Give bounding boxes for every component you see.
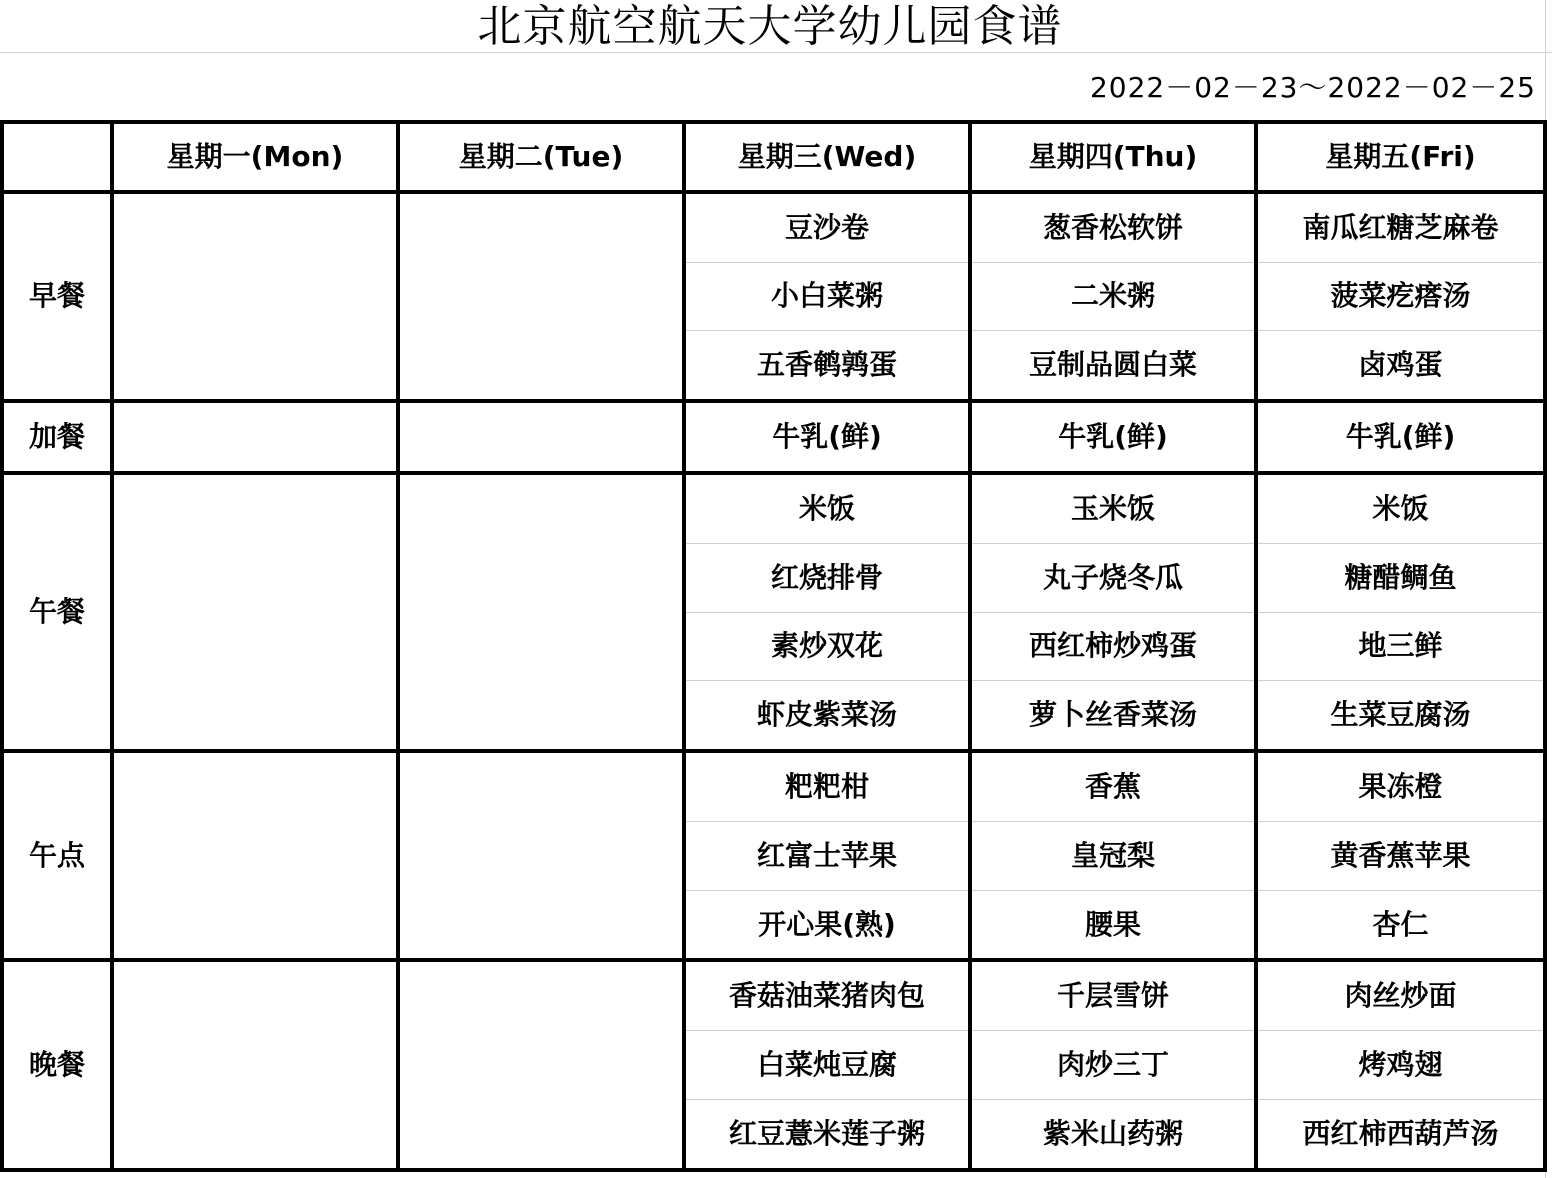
dish-cell-thu: 西红柿炒鸡蛋 [970, 612, 1256, 681]
header-row [2, 122, 1545, 192]
dish-cell-thu: 香蕉 [970, 751, 1256, 821]
meal-label-breakfast: 早餐 [2, 192, 112, 401]
day-header-fri: 星期五(Fri) [1256, 122, 1545, 192]
meal-label-dinner: 晚餐 [2, 960, 112, 1170]
empty-cell-tue [398, 473, 684, 751]
dish-cell-fri: 果冻橙 [1256, 751, 1545, 821]
dish-cell-fri: 地三鲜 [1256, 612, 1545, 681]
day-header-tue: 星期二(Tue) [398, 122, 684, 192]
dish-cell-fri: 糖醋鲷鱼 [1256, 543, 1545, 612]
dish-cell-wed: 红豆薏米莲子粥 [684, 1100, 970, 1170]
dish-cell-thu: 葱香松软饼 [970, 192, 1256, 262]
corner-cell [2, 122, 112, 192]
dish-cell-thu: 丸子烧冬瓜 [970, 543, 1256, 612]
dish-cell-wed: 小白菜粥 [684, 262, 970, 331]
dish-cell-wed: 红烧排骨 [684, 543, 970, 612]
dish-cell-wed: 五香鹌鹑蛋 [684, 331, 970, 401]
empty-cell-tue [398, 751, 684, 960]
dish-cell-fri: 牛乳(鲜) [1256, 401, 1545, 473]
dish-cell-wed: 素炒双花 [684, 612, 970, 681]
dish-cell-fri: 肉丝炒面 [1256, 960, 1545, 1030]
dish-cell-thu: 二米粥 [970, 262, 1256, 331]
dish-cell-fri: 黄香蕉苹果 [1256, 821, 1545, 890]
dish-cell-wed: 虾皮紫菜汤 [684, 681, 970, 751]
dish-cell-fri: 生菜豆腐汤 [1256, 681, 1545, 751]
table-row [2, 960, 1545, 1030]
dish-cell-fri: 南瓜红糖芝麻卷 [1256, 192, 1545, 262]
menu-table [0, 120, 1547, 1172]
dish-cell-wed: 米饭 [684, 473, 970, 543]
dish-cell-fri: 米饭 [1256, 473, 1545, 543]
dish-cell-fri: 菠菜疙瘩汤 [1256, 262, 1545, 331]
date-range: 2022－02－23～2022－02－25 [1089, 71, 1536, 104]
dish-cell-thu: 千层雪饼 [970, 960, 1256, 1030]
dish-cell-wed: 红富士苹果 [684, 821, 970, 890]
meal-label-lunch: 午餐 [2, 473, 112, 751]
dish-cell-wed: 白菜炖豆腐 [684, 1031, 970, 1100]
table-row [2, 192, 1545, 262]
empty-cell-mon [112, 192, 398, 401]
dish-cell-thu: 肉炒三丁 [970, 1031, 1256, 1100]
dish-cell-thu: 豆制品圆白菜 [970, 331, 1256, 401]
dish-cell-thu: 紫米山药粥 [970, 1100, 1256, 1170]
dish-cell-fri: 杏仁 [1256, 890, 1545, 960]
empty-cell-tue [398, 960, 684, 1170]
dish-cell-wed: 开心果(熟) [684, 890, 970, 960]
empty-cell-mon [112, 960, 398, 1170]
dish-cell-wed: 牛乳(鲜) [684, 401, 970, 473]
table-row [2, 473, 1545, 543]
page-title: 北京航空航天大学幼儿园食谱 [477, 1, 1063, 52]
dish-cell-fri: 卤鸡蛋 [1256, 331, 1545, 401]
dish-cell-wed: 香菇油菜猪肉包 [684, 960, 970, 1030]
dish-cell-thu: 玉米饭 [970, 473, 1256, 543]
dish-cell-thu: 萝卜丝香菜汤 [970, 681, 1256, 751]
table-row [2, 401, 1545, 473]
day-header-mon: 星期一(Mon) [112, 122, 398, 192]
table-row [2, 751, 1545, 821]
meal-label-afternoon-snack: 午点 [2, 751, 112, 960]
empty-cell-mon [112, 751, 398, 960]
dish-cell-fri: 西红柿西葫芦汤 [1256, 1100, 1545, 1170]
empty-cell-mon [112, 401, 398, 473]
dish-cell-wed: 豆沙卷 [684, 192, 970, 262]
dish-cell-thu: 皇冠梨 [970, 821, 1256, 890]
dish-cell-fri: 烤鸡翅 [1256, 1031, 1545, 1100]
dish-cell-thu: 腰果 [970, 890, 1256, 960]
empty-cell-mon [112, 473, 398, 751]
dish-cell-wed: 粑粑柑 [684, 751, 970, 821]
day-header-thu: 星期四(Thu) [970, 122, 1256, 192]
empty-cell-tue [398, 192, 684, 401]
dish-cell-thu: 牛乳(鲜) [970, 401, 1256, 473]
meal-label-snack: 加餐 [2, 401, 112, 473]
sheet-gridline [0, 52, 1552, 53]
empty-cell-tue [398, 401, 684, 473]
day-header-wed: 星期三(Wed) [684, 122, 970, 192]
